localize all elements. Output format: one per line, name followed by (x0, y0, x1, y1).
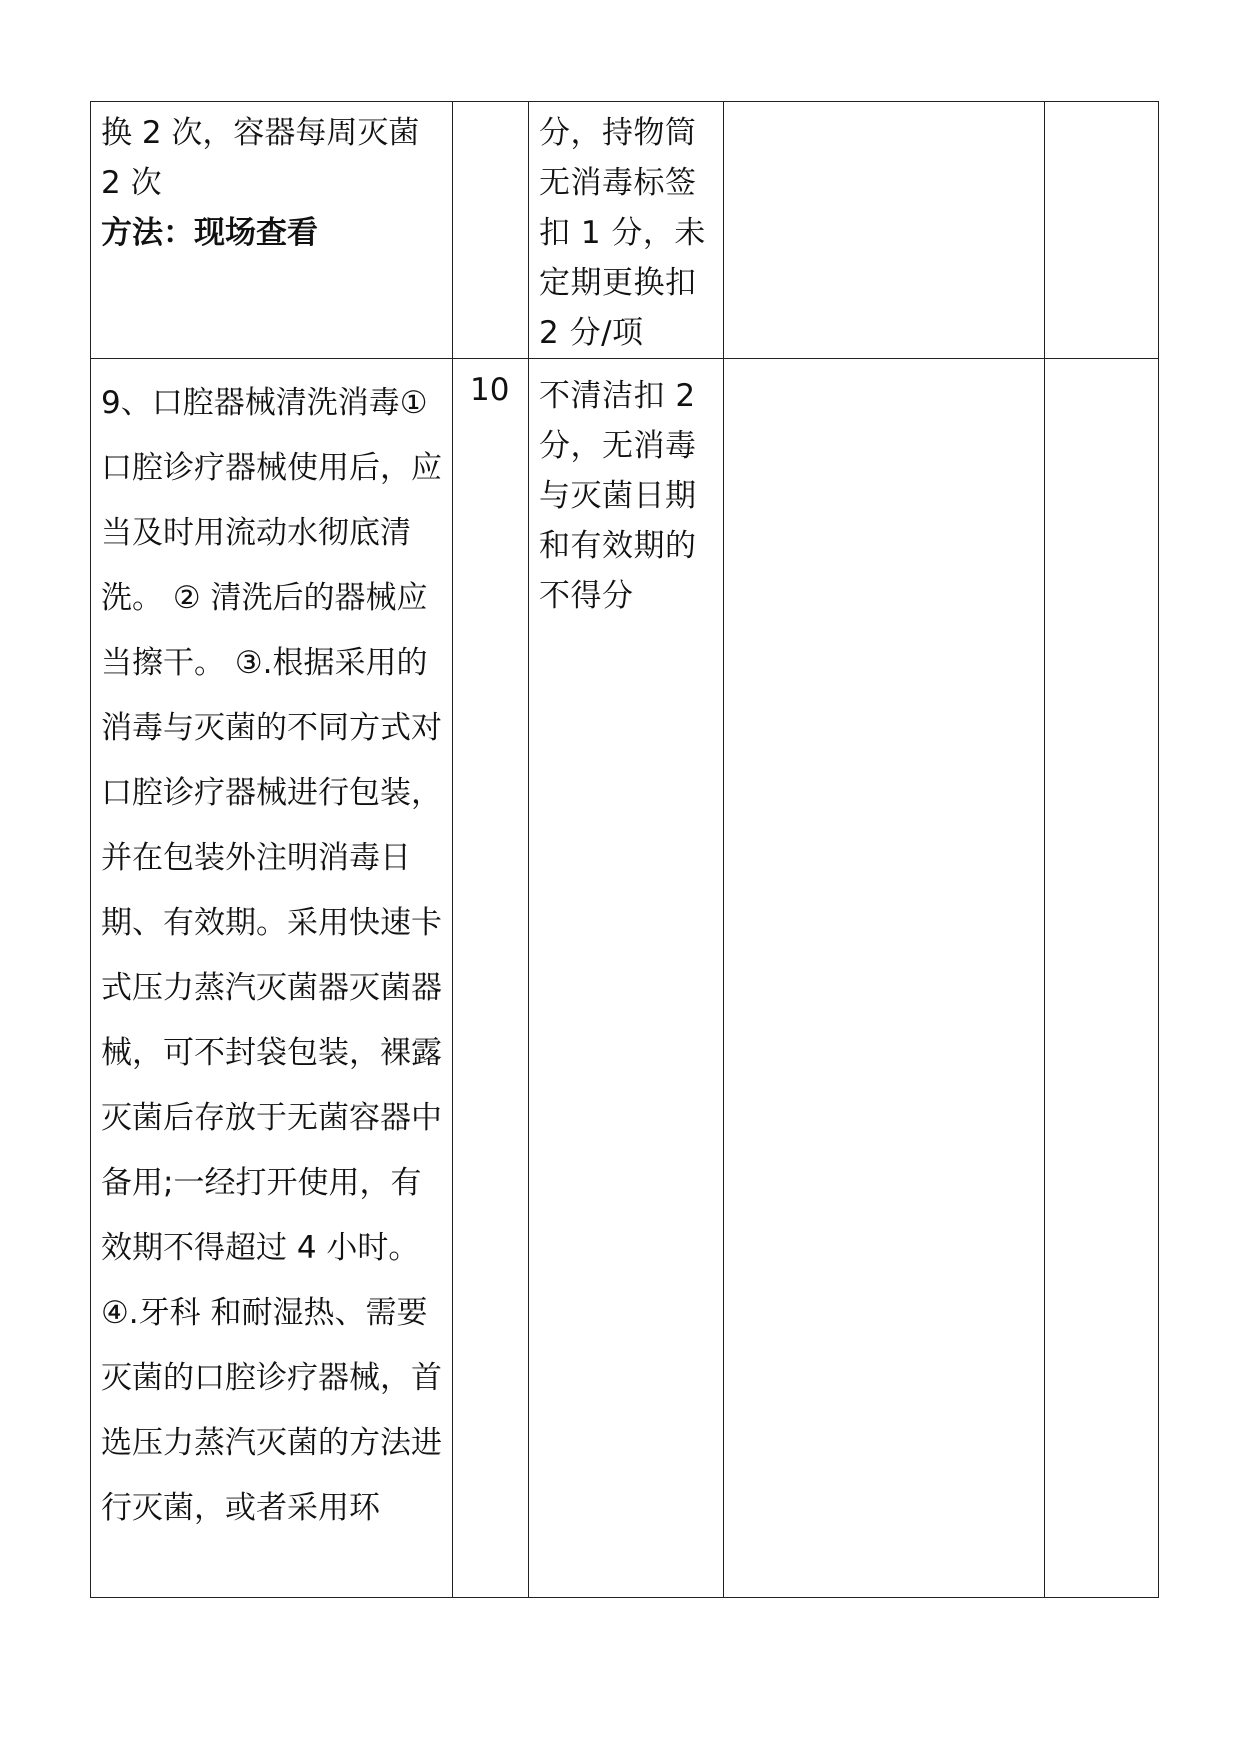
empty-cell (724, 102, 1045, 359)
deduction-text: 分，持物筒无消毒标签扣 1 分，未定期更换扣 2 分/项 (539, 115, 706, 351)
empty-cell (1045, 359, 1159, 1598)
score-text: 10 (470, 372, 510, 408)
score-cell (453, 102, 529, 359)
table-row (91, 102, 1159, 359)
requirement-text: 换 2 次，容器每周灭菌 2 次 (101, 115, 420, 201)
empty-cell (1045, 102, 1159, 359)
deduction-text: 不清洁扣 2 分，无消毒与灭菌日期和有效期的不得分 (539, 378, 697, 614)
deduction-cell (529, 102, 724, 359)
scoring-table (90, 101, 1159, 1598)
score-cell (453, 359, 529, 1598)
method-text: 方法：现场查看 (101, 215, 318, 251)
content-text: 9、口腔器械清洗消毒①口腔诊疗器械使用后，应当及时用流动水彻底清洗。 ② 清洗后的器械应当擦干。 ③.根据采用的消毒与灭菌的不同方式对口腔诊疗器械进行包装，并在包装外注明消毒日期、有效期。采用快速卡式压力蒸汽灭菌器灭菌器械，可不封袋包装，裸露灭菌后存放于无菌容器中备用;一经打开使用，有效期不得超过 4 小时。④.牙科 和耐湿热、需要灭菌的口腔诊疗器械，首选压力蒸汽灭菌的方法进行灭菌，或者采用环 (101, 385, 442, 1526)
empty-cell (724, 359, 1045, 1598)
content-cell (91, 359, 453, 1598)
deduction-cell (529, 359, 724, 1598)
table-row (91, 359, 1159, 1598)
content-cell (91, 102, 453, 359)
content-text (91, 102, 452, 258)
